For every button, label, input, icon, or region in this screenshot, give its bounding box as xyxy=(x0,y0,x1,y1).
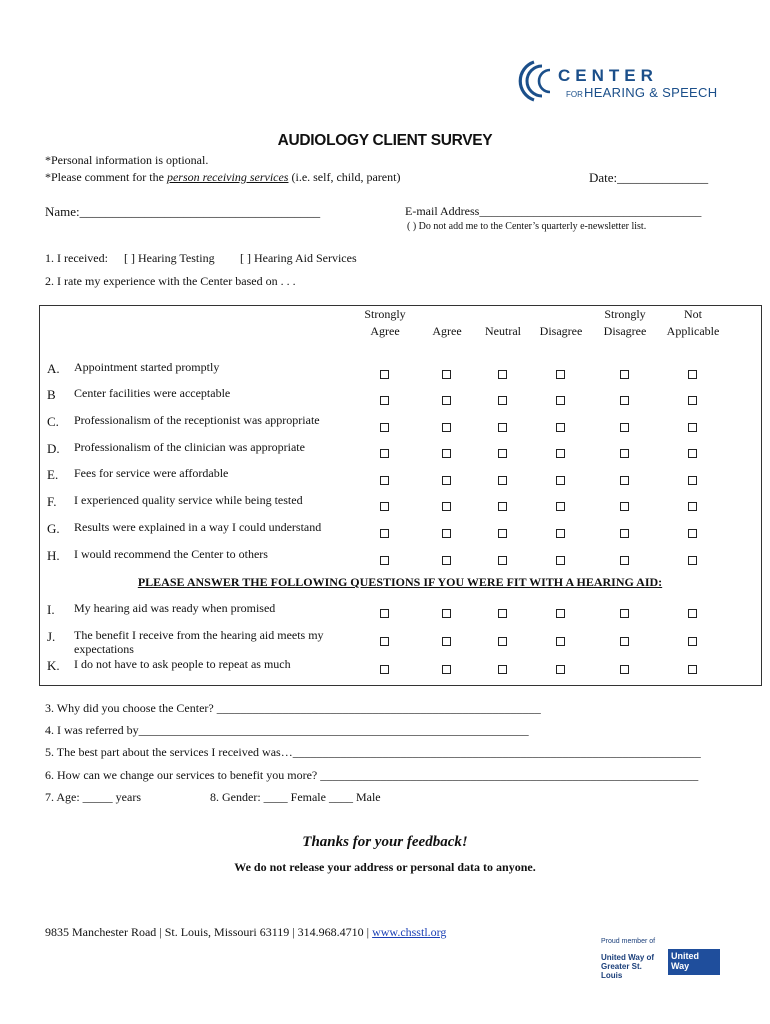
footer-contact xyxy=(45,925,446,940)
rating-checkbox[interactable] xyxy=(442,476,451,485)
row-statement: I do not have to ask people to repeat as much xyxy=(74,657,291,671)
sound-waves-icon xyxy=(512,56,560,104)
rating-checkbox[interactable] xyxy=(556,556,565,565)
rating-checkbox[interactable] xyxy=(688,637,697,646)
rating-checkbox[interactable] xyxy=(380,502,389,511)
rating-checkbox[interactable] xyxy=(556,609,565,618)
rating-checkbox[interactable] xyxy=(442,449,451,458)
row-letter: C. xyxy=(47,414,59,429)
rating-checkbox[interactable] xyxy=(380,637,389,646)
rating-checkbox[interactable] xyxy=(442,609,451,618)
rating-checkbox[interactable] xyxy=(380,370,389,379)
rating-checkbox[interactable] xyxy=(620,396,629,405)
rating-checkbox[interactable] xyxy=(556,396,565,405)
logo-for-text: FOR xyxy=(566,90,583,99)
rating-checkbox[interactable] xyxy=(620,529,629,538)
row-statement: Center facilities were acceptable xyxy=(74,386,231,400)
rating-checkbox[interactable] xyxy=(688,449,697,458)
rating-checkbox[interactable] xyxy=(442,556,451,565)
rating-checkbox[interactable] xyxy=(380,609,389,618)
row-letter: H. xyxy=(47,548,60,563)
comment-note-prefix: *Please comment for the xyxy=(45,170,167,184)
rating-checkbox[interactable] xyxy=(442,502,451,511)
united-way-proud-text: Proud member of xyxy=(601,938,656,945)
rating-checkbox[interactable] xyxy=(380,665,389,674)
rating-checkbox[interactable] xyxy=(442,637,451,646)
rating-checkbox[interactable] xyxy=(442,423,451,432)
rating-checkbox[interactable] xyxy=(380,529,389,538)
q1-hearing-aid-option[interactable]: [ ] Hearing Aid Services xyxy=(240,251,357,265)
row-letter: B xyxy=(47,387,56,402)
column-header: Strongly Agree xyxy=(364,307,406,338)
date-field[interactable]: Date:______________ xyxy=(589,170,709,185)
rating-checkbox[interactable] xyxy=(556,529,565,538)
row-statement: The benefit I receive from the hearing aid meets my expectations xyxy=(74,628,324,656)
rating-checkbox[interactable] xyxy=(498,370,507,379)
rating-checkbox[interactable] xyxy=(556,502,565,511)
row-letter: I. xyxy=(47,602,55,617)
rating-checkbox[interactable] xyxy=(498,556,507,565)
united-way-logo: United Way xyxy=(668,949,720,975)
row-statement: I would recommend the Center to others xyxy=(74,547,268,561)
q7-age-field[interactable]: 7. Age: _____ years xyxy=(45,790,141,804)
rating-checkbox[interactable] xyxy=(688,396,697,405)
rating-checkbox[interactable] xyxy=(380,556,389,565)
q4-field[interactable]: 4. I was referred by_________________________________________________________________ xyxy=(45,723,529,737)
hearing-aid-section-note: PLEASE ANSWER THE FOLLOWING QUESTIONS IF YOU WERE FIT WITH A HEARING AID: xyxy=(137,575,663,589)
logo-hearing-speech-text: HEARING & SPEECH xyxy=(584,85,718,100)
rating-checkbox[interactable] xyxy=(442,370,451,379)
rating-checkbox[interactable] xyxy=(498,609,507,618)
rating-checkbox[interactable] xyxy=(498,637,507,646)
column-header: Strongly Disagree xyxy=(603,307,647,338)
rating-checkbox[interactable] xyxy=(498,396,507,405)
row-statement: Professionalism of the clinician was appropriate xyxy=(74,440,305,454)
row-statement: My hearing aid was ready when promised xyxy=(74,601,276,615)
rating-checkbox[interactable] xyxy=(620,609,629,618)
rating-checkbox[interactable] xyxy=(620,449,629,458)
rating-checkbox[interactable] xyxy=(688,529,697,538)
q3-field[interactable]: 3. Why did you choose the Center? ______________________________________________________ xyxy=(45,701,541,715)
row-statement: Results were explained in a way I could understand xyxy=(74,520,322,534)
rating-checkbox[interactable] xyxy=(688,370,697,379)
rating-checkbox[interactable] xyxy=(380,423,389,432)
column-header: Neutral xyxy=(485,324,521,338)
q1-hearing-testing-option[interactable]: [ ] Hearing Testing xyxy=(124,251,215,265)
rating-checkbox[interactable] xyxy=(498,476,507,485)
q5-field[interactable]: 5. The best part about the services I received was…____________________________________________________________________ xyxy=(45,745,701,759)
q6-field[interactable]: 6. How can we change our services to benefit you more? _______________________________________________________________ xyxy=(45,768,699,782)
row-statement: Appointment started promptly xyxy=(74,360,220,374)
rating-checkbox[interactable] xyxy=(380,396,389,405)
rating-checkbox[interactable] xyxy=(442,529,451,538)
row-letter: A. xyxy=(47,361,60,376)
rating-checkbox[interactable] xyxy=(620,476,629,485)
row-letter: J. xyxy=(47,629,56,644)
rating-checkbox[interactable] xyxy=(688,423,697,432)
q8-gender-field[interactable]: 8. Gender: ____ Female ____ Male xyxy=(210,790,381,804)
comment-note-emphasis: person receiving services xyxy=(166,170,289,184)
optional-note: *Personal information is optional. xyxy=(45,153,209,167)
row-letter: F. xyxy=(47,494,57,509)
website-link[interactable]: www.chsstl.org xyxy=(372,925,447,939)
comment-note xyxy=(45,170,400,185)
rating-checkbox[interactable] xyxy=(498,665,507,674)
comment-note-suffix: (i.e. self, child, parent) xyxy=(288,170,401,184)
rating-checkbox[interactable] xyxy=(498,423,507,432)
row-letter: E. xyxy=(47,467,59,482)
row-letter: K. xyxy=(47,658,60,673)
united-way-badge xyxy=(598,938,724,978)
rating-checkbox[interactable] xyxy=(556,449,565,458)
row-letter: D. xyxy=(47,441,60,456)
row-statement: I experienced quality service while being tested xyxy=(74,493,303,507)
logo-center-text: CENTER xyxy=(558,66,658,85)
rating-checkbox[interactable] xyxy=(620,556,629,565)
column-header: Disagree xyxy=(539,324,583,338)
rating-checkbox[interactable] xyxy=(380,476,389,485)
united-way-name: United Way of Greater St. Louis xyxy=(601,953,655,980)
rating-checkbox[interactable] xyxy=(688,665,697,674)
column-header: Agree xyxy=(432,324,462,338)
rating-checkbox[interactable] xyxy=(688,609,697,618)
rating-checkbox[interactable] xyxy=(688,502,697,511)
rating-checkbox[interactable] xyxy=(620,370,629,379)
privacy-statement: We do not release your address or personal data to anyone. xyxy=(234,860,536,874)
row-statement: Professionalism of the receptionist was appropriate xyxy=(74,413,320,427)
q2-label: 2. I rate my experience with the Center based on . . . xyxy=(45,274,296,288)
page-title: AUDIOLOGY CLIENT SURVEY xyxy=(277,132,493,149)
rating-checkbox[interactable] xyxy=(556,476,565,485)
rating-checkbox[interactable] xyxy=(620,665,629,674)
name-field[interactable]: Name:_____________________________________ xyxy=(45,204,321,219)
rating-checkbox[interactable] xyxy=(380,449,389,458)
row-letter: G. xyxy=(47,521,60,536)
rating-checkbox[interactable] xyxy=(556,370,565,379)
rating-checkbox[interactable] xyxy=(556,423,565,432)
rating-checkbox[interactable] xyxy=(498,449,507,458)
email-field[interactable]: E-mail Address_____________________________________ xyxy=(405,204,702,218)
rating-checkbox[interactable] xyxy=(442,665,451,674)
row-statement: Fees for service were affordable xyxy=(74,466,229,480)
center-logo xyxy=(512,52,722,108)
rating-checkbox[interactable] xyxy=(498,529,507,538)
rating-checkbox[interactable] xyxy=(556,665,565,674)
rating-checkbox[interactable] xyxy=(442,396,451,405)
q1-label: 1. I received: xyxy=(45,251,108,265)
rating-checkbox[interactable] xyxy=(498,502,507,511)
newsletter-optout[interactable]: ( ) Do not add me to the Center’s quarterly e-newsletter list. xyxy=(407,221,647,232)
rating-checkbox[interactable] xyxy=(620,637,629,646)
column-header: Not Applicable xyxy=(666,307,720,338)
thanks-message: Thanks for your feedback! xyxy=(302,834,468,850)
footer-address: 9835 Manchester Road | St. Louis, Missouri 63119 | 314.968.4710 | xyxy=(45,925,373,939)
rating-checkbox[interactable] xyxy=(620,423,629,432)
rating-checkbox[interactable] xyxy=(688,556,697,565)
rating-checkbox[interactable] xyxy=(556,637,565,646)
rating-checkbox[interactable] xyxy=(688,476,697,485)
rating-checkbox[interactable] xyxy=(620,502,629,511)
